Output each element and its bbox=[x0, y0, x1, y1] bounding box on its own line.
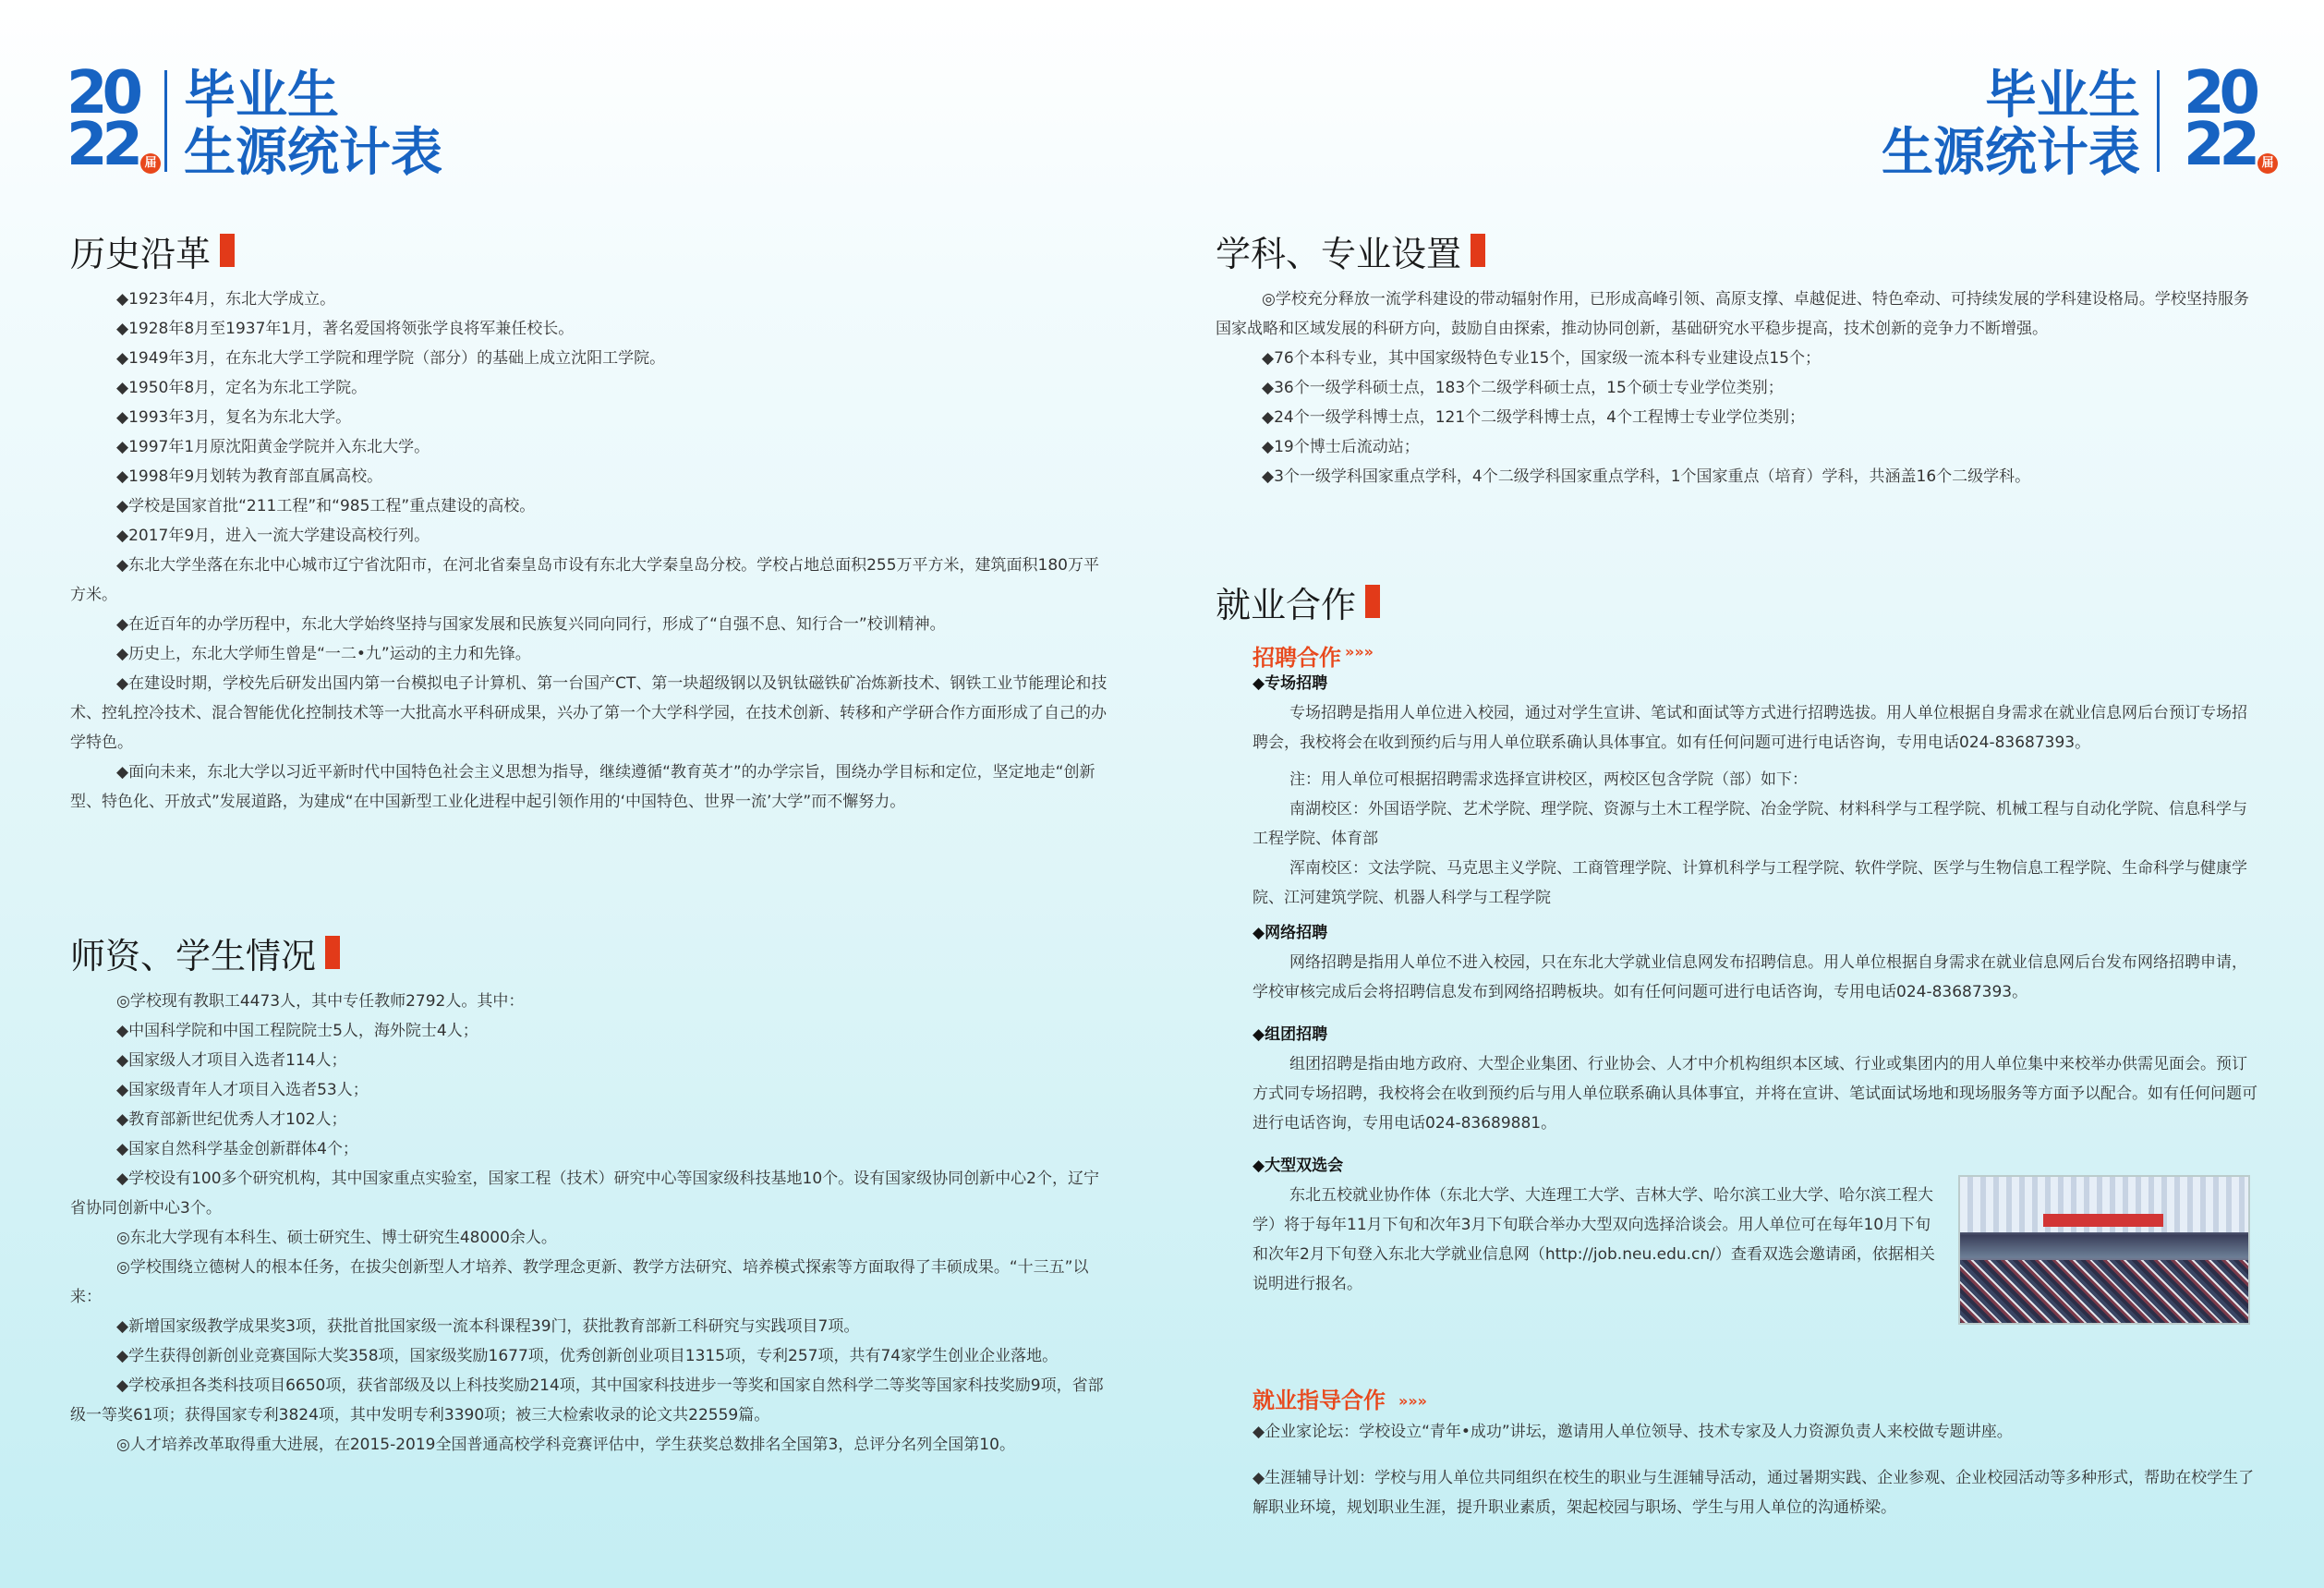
jie-badge: 届 bbox=[2257, 153, 2278, 174]
group-title: ◆组团招聘 bbox=[1253, 1025, 1328, 1044]
list-item: ◆1998年9月划转为教育部直属高校。 bbox=[116, 467, 383, 486]
list-item: ◆东北大学坐落在东北中心城市辽宁省沈阳市，在河北省秦皇岛市设有东北大学秦皇岛分校。学校占地总面积255万平方米，建筑面积180万平方米。 bbox=[70, 556, 1099, 604]
faculty-section bbox=[70, 929, 1114, 1460]
online-text: 网络招聘是指用人单位不进入校园，只在东北大学就业信息网发布招聘信息。用人单位根据自身需求在就业信息网后台发布网络招聘申请，学校审核完成后会将招聘信息发布到网络招聘板块。如有任何问题可进行电话咨询，专用电话024-83687393。 bbox=[1253, 953, 2247, 1001]
list-item: ◆历史上，东北大学师生曾是“一二•九”运动的主力和先锋。 bbox=[116, 645, 531, 663]
list-item: ◆国家级青年人才项目入选者53人； bbox=[116, 1081, 369, 1099]
title-marker bbox=[1365, 585, 1380, 618]
history-section bbox=[70, 227, 1114, 817]
list-item: ◆国家级人才项目入选者114人； bbox=[116, 1051, 347, 1070]
list-item: ◆教育部新世纪优秀人才102人； bbox=[116, 1110, 347, 1129]
fair-title: ◆大型双选会 bbox=[1253, 1157, 1344, 1175]
history-list bbox=[70, 285, 1114, 817]
arrows-icon: »»» bbox=[1345, 643, 1374, 661]
list-item: ◆学生获得创新创业竞赛国际大奖358项，国家级奖励1677项，优秀创新创业项目1315项，专利257项，共有74家学生创业企业落地。 bbox=[116, 1347, 1059, 1365]
list-item: ◆学校承担各类科技项目6650项，获省部级及以上科技奖励214项，其中国家科技进步一等奖和国家自然科学二等奖等国家科技奖励9项，省部级一等奖61项；获得国家专利3824项，其中发明专利3390项；被三大检索收录的论文共22559篇。 bbox=[70, 1376, 1104, 1424]
logo-title: 毕业生 生源统计表 bbox=[1882, 65, 2140, 183]
discipline-list bbox=[1216, 285, 2259, 491]
list-item: ◎人才培养改革取得重大进展，在2015-2019全国普通高校学科竞赛评估中，学生获奖总数排名全国第3，总评分名列全国第10。 bbox=[116, 1436, 1015, 1454]
list-item: ◆新增国家级教学成果奖3项，获批首批国家级一流本科课程39门，获批教育部新工科研究与实践项目7项。 bbox=[116, 1317, 860, 1336]
list-item: ◆在近百年的办学历程中，东北大学始终坚持与国家发展和民族复兴同向同行，形成了“自强不息、知行合一”校训精神。 bbox=[116, 615, 946, 634]
forum-text: ◆企业家论坛：学校设立“青年•成功”讲坛，邀请用人单位领导、技术专家及人力资源负责人来校做专题讲座。 bbox=[1253, 1423, 2013, 1441]
list-item: ◆2017年9月，进入一流大学建设高校行列。 bbox=[116, 527, 430, 545]
faculty-list bbox=[70, 987, 1114, 1460]
discipline-section bbox=[1216, 227, 2259, 491]
job-fair-photo bbox=[1958, 1175, 2250, 1325]
history-title: 历史沿革 bbox=[70, 227, 1114, 273]
arrows-icon: »»» bbox=[1398, 1392, 1428, 1410]
list-item: ◆24个一级学科博士点，121个二级学科博士点，4个工程博士专业学位类别； bbox=[1262, 408, 1805, 427]
title-marker bbox=[220, 234, 235, 267]
list-item: ◆中国科学院和中国工程院院士5人，海外院士4人； bbox=[116, 1022, 478, 1040]
list-item: ◆76个本科专业，其中国家级特色专业15个，国家级一流本科专业建设点15个； bbox=[1262, 349, 1821, 368]
list-item: ◆19个博士后流动站； bbox=[1262, 438, 1420, 456]
list-item: ◆学校设有100多个研究机构，其中国家重点实验室，国家工程（技术）研究中心等国家级科技基地10个。设有国家级协同创新中心2个，辽宁省协同创新中心3个。 bbox=[70, 1170, 1099, 1218]
note-hunnan: 浑南校区：文法学院、马克思主义学院、工商管理学院、计算机科学与工程学院、软件学院、医学与生物信息工程学院、生命科学与健康学院、江河建筑学院、机器人科学与工程学院 bbox=[1253, 859, 2247, 907]
employment-title: 就业合作 bbox=[1216, 578, 2259, 624]
list-item: ◆1949年3月，在东北大学工学院和理学院（部分）的基础上成立沈阳工学院。 bbox=[116, 349, 666, 368]
list-item: ◆1923年4月，东北大学成立。 bbox=[116, 290, 336, 309]
online-title: ◆网络招聘 bbox=[1253, 924, 1328, 942]
campus-title: ◆专场招聘 bbox=[1253, 674, 1328, 693]
faculty-title: 师资、学生情况 bbox=[70, 929, 1114, 976]
recruit-subtitle: 招聘合作 »»» bbox=[1253, 643, 1374, 671]
list-item: ◆1993年3月，复名为东北大学。 bbox=[116, 408, 352, 427]
logo-title: 毕业生 生源统计表 bbox=[184, 65, 442, 183]
list-item: ◎学校围绕立德树人的根本任务，在拔尖创新型人才培养、教学理念更新、教学方法研究、培养模式探索等方面取得了丰硕成果。“十三五”以来： bbox=[70, 1258, 1089, 1306]
guide-subtitle: 就业指导合作 »»» bbox=[1253, 1388, 1428, 1413]
list-item: ◆面向未来，东北大学以习近平新时代中国特色社会主义思想为指导，继续遵循“教育英才”的办学宗旨，围绕办学目标和定位，坚定地走“创新型、特色化、开放式”发展道路，为建成“在中国新型工业化进程中起引领作用的‘中国特色、世界一流’大学”而不懈努力。 bbox=[70, 763, 1095, 811]
title-marker bbox=[325, 936, 340, 969]
list-item: ◆国家自然科学基金创新群体4个； bbox=[116, 1140, 358, 1158]
list-item: ◎学校现有教职工4473人，其中专任教师2792人。其中： bbox=[116, 992, 525, 1011]
year-mark: 20 22 届 bbox=[67, 67, 140, 177]
list-item: ◆在建设时期，学校先后研发出国内第一台模拟电子计算机、第一台国产CT、第一块超级钢以及钒钛磁铁矿冶炼新技术、钢铁工业节能理论和技术、控轧控冷技术、混合智能优化控制技术等一大批高水平科研成果，兴办了第一个大学科学园，在技术创新、转移和产学研合作方面形成了自己的办学特色。 bbox=[70, 674, 1108, 752]
note-nanhu: 南湖校区：外国语学院、艺术学院、理学院、资源与土木工程学院、冶金学院、材料科学与工程学院、机械工程与自动化学院、信息科学与工程学院、体育部 bbox=[1253, 800, 2247, 848]
group-text: 组团招聘是指由地方政府、大型企业集团、行业协会、人才中介机构组织本区域、行业或集团内的用人单位集中来校举办供需见面会。预订方式同专场招聘，我校将会在收到预约后与用人单位联系确认具体事宜，并将在宣讲、笔试面试场地和现场服务等方面予以配合。如有任何问题可进行电话咨询，专用电话024-83689881。 bbox=[1253, 1055, 2257, 1133]
note-intro: 注：用人单位可根据招聘需求选择宣讲校区，两校区包含学院（部）如下： bbox=[1289, 770, 1808, 789]
year-mark: 20 22 届 bbox=[2184, 67, 2257, 177]
logo-left bbox=[67, 59, 442, 183]
campus-text: 专场招聘是指用人单位进入校园，通过对学生宣讲、笔试和面试等方式进行招聘选拔。用人单位根据自身需求在就业信息网后台预订专场招聘会，我校将会在收到预约后与用人单位联系确认具体事宜。如有任何问题可进行电话咨询，专用电话024-83687393。 bbox=[1253, 704, 2247, 752]
list-item: ◎东北大学现有本科生、硕士研究生、博士研究生48000余人。 bbox=[116, 1229, 557, 1247]
jie-badge: 届 bbox=[140, 153, 161, 174]
career-text: ◆生涯辅导计划：学校与用人单位共同组织在校生的职业与生涯辅导活动，通过暑期实践、企业参观、企业校园活动等多种形式，帮助在校学生了解职业环境，规划职业生涯，提升职业素质，架起校园与职场、学生与用人单位的沟通桥梁。 bbox=[1253, 1469, 2255, 1517]
fair-text: 东北五校就业协作体（东北大学、大连理工大学、吉林大学、哈尔滨工业大学、哈尔滨工程大学）将于每年11月下旬和次年3月下旬联合举办大型双向选择洽谈会。用人单位可在每年10月下旬和次年2月下旬登入东北大学就业信息网（http://job.neu.edu.cn/）查看双选会邀请函，依据相关说明进行报名。 bbox=[1253, 1186, 1935, 1293]
photo-crowd bbox=[1960, 1260, 2248, 1325]
photo-banner bbox=[2043, 1214, 2163, 1227]
list-item: ◆36个一级学科硕士点，183个二级学科硕士点，15个硕士专业学位类别； bbox=[1262, 379, 1784, 397]
discipline-title: 学科、专业设置 bbox=[1216, 227, 2259, 273]
list-item: ◆1997年1月原沈阳黄金学院并入东北大学。 bbox=[116, 438, 430, 456]
list-item: ◎学校充分释放一流学科建设的带动辐射作用，已形成高峰引领、高原支撑、卓越促进、特色牵动、可持续发展的学科建设格局。学校坚持服务国家战略和区域发展的科研方向，鼓励自由探索，推动协同创新，基础研究水平稳步提高，技术创新的竞争力不断增强。 bbox=[1216, 290, 2249, 338]
divider bbox=[164, 70, 167, 172]
list-item: ◆1950年8月，定名为东北工学院。 bbox=[116, 379, 368, 397]
list-item: ◆1928年8月至1937年1月，著名爱国将领张学良将军兼任校长。 bbox=[116, 320, 575, 338]
list-item: ◆3个一级学科国家重点学科，4个二级学科国家重点学科，1个国家重点（培育）学科，共涵盖16个二级学科。 bbox=[1262, 467, 2031, 486]
logo-right bbox=[1882, 59, 2274, 183]
title-marker bbox=[1471, 234, 1485, 267]
list-item: ◆学校是国家首批“211工程”和“985工程”重点建设的高校。 bbox=[116, 497, 536, 515]
guidance-section bbox=[1216, 1384, 2259, 1522]
divider bbox=[2157, 70, 2160, 172]
